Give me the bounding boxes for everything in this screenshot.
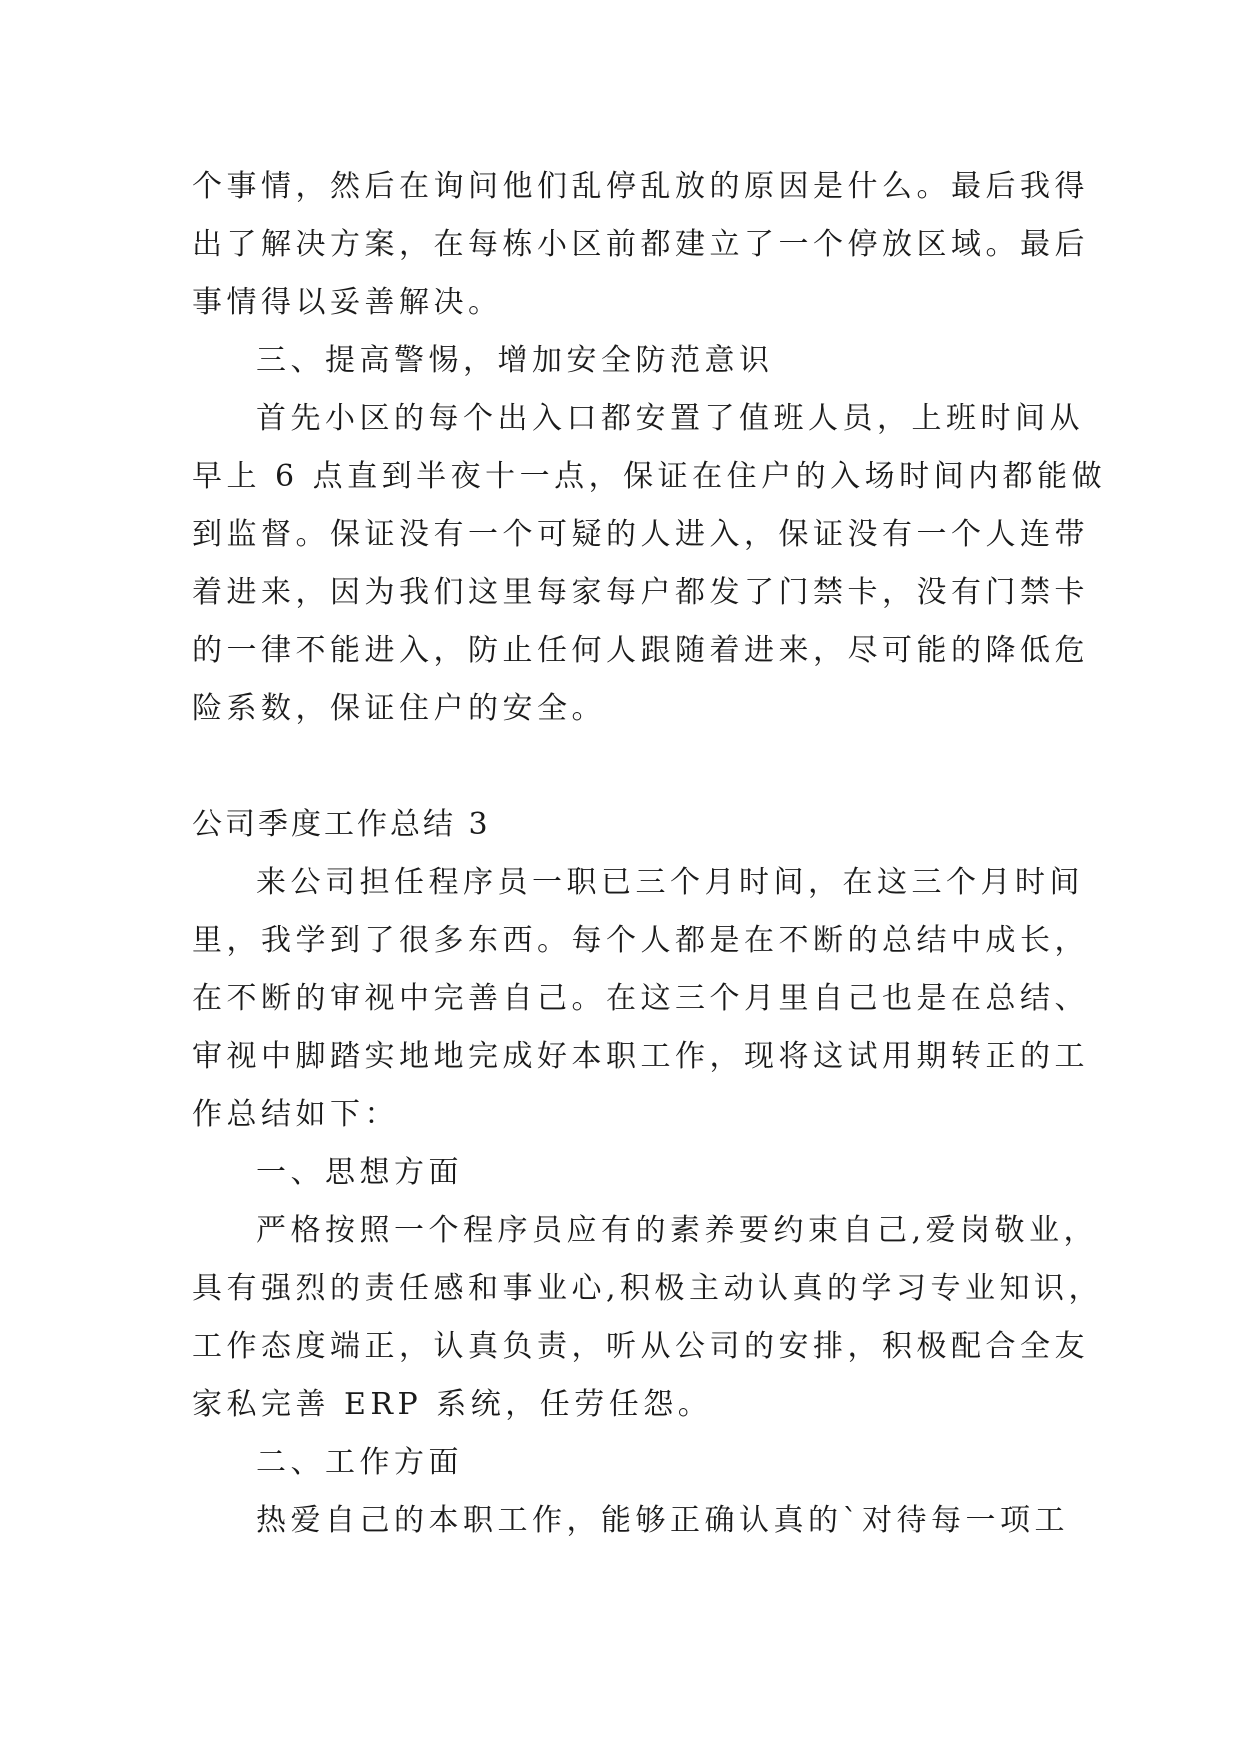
paragraph-line: 审视中脚踏实地地完成好本职工作，现将这试用期转正的工 bbox=[192, 1039, 1089, 1074]
paragraph-line: 着进来，因为我们这里每家每户都发了门禁卡，没有门禁卡 bbox=[192, 575, 1089, 610]
paragraph-line: 首先小区的每个出入口都安置了值班人员，上班时间从 bbox=[256, 401, 1084, 436]
document-page bbox=[192, 158, 1107, 1550]
paragraph-line: 热爱自己的本职工作，能够正确认真的`对待每一项工 bbox=[256, 1503, 1069, 1538]
paragraph-line: 事情得以妥善解决。 bbox=[192, 285, 503, 320]
section-heading: 一、思想方面 bbox=[256, 1155, 463, 1190]
paragraph-line: 到监督。保证没有一个可疑的人进入，保证没有一个人连带 bbox=[192, 517, 1089, 552]
paragraph-line: 严格按照一个程序员应有的素养要约束自己,爱岗敬业， bbox=[256, 1213, 1099, 1248]
paragraph-line: 个事情，然后在询问他们乱停乱放的原因是什么。最后我得 bbox=[192, 169, 1089, 204]
paragraph-line: 的一律不能进入，防止任何人跟随着进来，尽可能的降低危 bbox=[192, 633, 1089, 668]
paragraph-line: 里，我学到了很多东西。每个人都是在不断的总结中成长， bbox=[192, 923, 1089, 958]
paragraph-line: 具有强烈的责任感和事业心,积极主动认真的学习专业知识， bbox=[192, 1271, 1104, 1306]
paragraph-line: 工作态度端正，认真负责，听从公司的安排，积极配合全友 bbox=[192, 1329, 1089, 1364]
document-title: 公司季度工作总结 3 bbox=[192, 807, 491, 842]
paragraph-line: 早上 6 点直到半夜十一点，保证在住户的入场时间内都能做 bbox=[192, 459, 1107, 494]
paragraph-line: 家私完善 ERP 系统，任劳任怨。 bbox=[192, 1387, 713, 1422]
paragraph-line: 来公司担任程序员一职已三个月时间，在这三个月时间 bbox=[256, 865, 1084, 900]
blank-line bbox=[192, 738, 1052, 796]
paragraph-line: 险系数，保证住户的安全。 bbox=[192, 691, 606, 726]
section-heading: 三、提高警惕，增加安全防范意识 bbox=[256, 343, 774, 378]
paragraph-line: 作总结如下： bbox=[192, 1097, 399, 1132]
section-heading: 二、工作方面 bbox=[256, 1445, 463, 1480]
paragraph-line: 出了解决方案，在每栋小区前都建立了一个停放区域。最后 bbox=[192, 227, 1089, 262]
paragraph-line: 在不断的审视中完善自己。在这三个月里自己也是在总结、 bbox=[192, 981, 1089, 1016]
